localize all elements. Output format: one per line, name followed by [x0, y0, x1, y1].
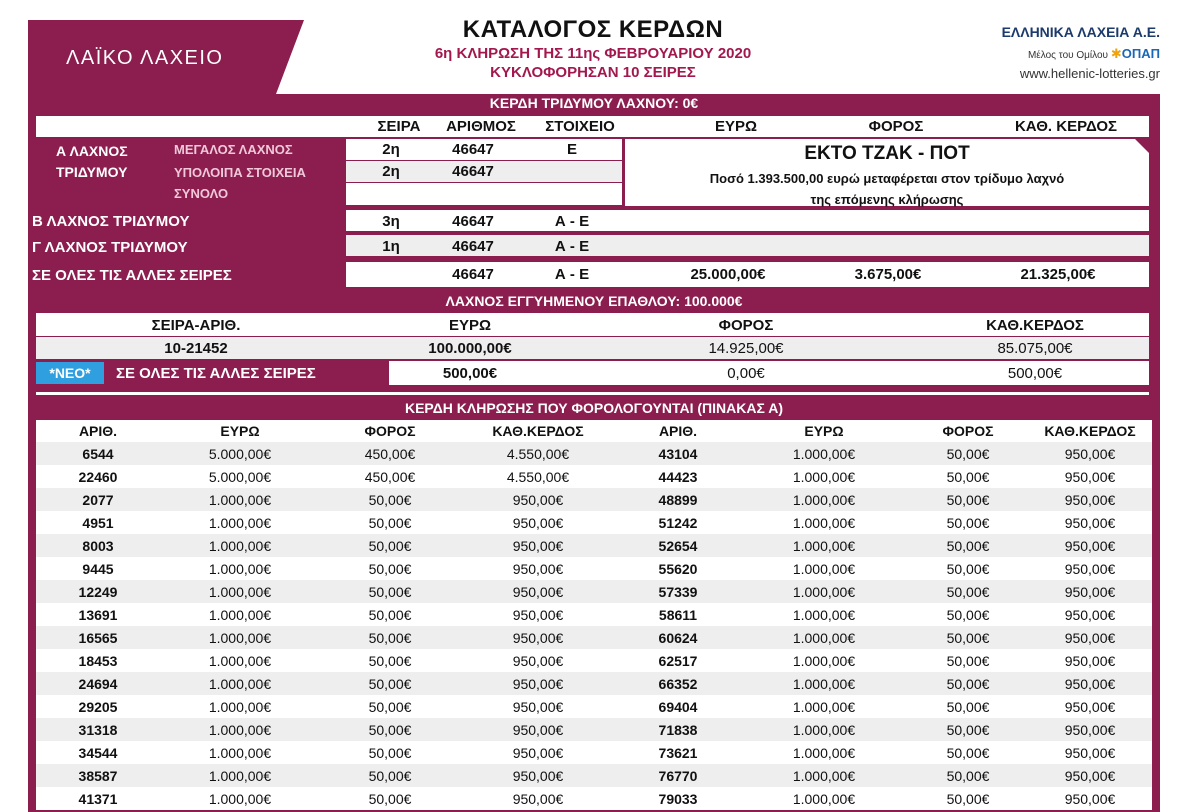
- table-cell: 50,00€: [368, 744, 412, 761]
- title-block: [358, 16, 828, 81]
- taxed-col-header: ΦΟΡΟΣ: [942, 423, 994, 439]
- table-cell: 50,00€: [946, 583, 990, 600]
- table-cell: 50,00€: [368, 491, 412, 508]
- table-cell: 57339: [658, 583, 698, 600]
- table-cell: 50,00€: [946, 767, 990, 784]
- table-cell: 950,00€: [1064, 675, 1116, 692]
- section-divider: [36, 392, 1149, 395]
- organization-block: [1002, 24, 1160, 81]
- a-prize-label-1: Α ΛΑΧΝΟΣ: [56, 143, 128, 159]
- table-cell: 1.000,00€: [208, 629, 272, 646]
- b-prize-number: 46647: [452, 213, 494, 230]
- table-cell: 50,00€: [368, 583, 412, 600]
- table-cell: 50,00€: [946, 629, 990, 646]
- table-cell: 1.000,00€: [792, 652, 856, 669]
- table-cell: 1.000,00€: [792, 537, 856, 554]
- taxed-table-header: [36, 420, 1152, 442]
- table-cell: 950,00€: [512, 606, 564, 623]
- table-cell: 950,00€: [1064, 790, 1116, 807]
- all-series-euro: 25.000,00€: [690, 266, 766, 283]
- table-cell: 50,00€: [368, 652, 412, 669]
- table-cell: 58611: [658, 606, 698, 623]
- opap-logo-text: ΟΠΑΠ: [1121, 46, 1160, 61]
- table-cell: 73621: [658, 744, 698, 761]
- triple-header-row: [36, 116, 1149, 137]
- guaranteed-col-seira: ΣΕΙΡΑ-ΑΡΙΘ.: [151, 317, 241, 334]
- table-cell: 24694: [78, 675, 118, 692]
- table-cell: 50,00€: [368, 560, 412, 577]
- table-cell: 950,00€: [1064, 606, 1116, 623]
- guaranteed-foros: 14.925,00€: [708, 340, 784, 357]
- table-cell: 8003: [82, 537, 114, 554]
- taxed-col-header: ΚΑΘ.ΚΕΡΔΟΣ: [492, 423, 584, 439]
- org-website-link[interactable]: www.hellenic-lotteries.gr: [1019, 66, 1160, 81]
- table-cell: 50,00€: [368, 721, 412, 738]
- table-cell: 1.000,00€: [792, 491, 856, 508]
- table-cell: 50,00€: [946, 445, 990, 462]
- table-cell: 12249: [78, 583, 118, 600]
- rest-elements-seira: 2η: [382, 163, 400, 180]
- table-cell: 1.000,00€: [208, 675, 272, 692]
- rest-elements-number: 46647: [452, 163, 494, 180]
- guaranteed-header-row: [36, 313, 1149, 336]
- guaranteed-seira: 10-21452: [164, 340, 228, 357]
- table-row: [36, 672, 1152, 695]
- table-row: [36, 465, 1152, 488]
- table-cell: 1.000,00€: [208, 491, 272, 508]
- table-cell: 1.000,00€: [208, 698, 272, 715]
- table-cell: 9445: [82, 560, 114, 577]
- table-cell: 43104: [658, 445, 698, 462]
- org-member-line: [1002, 46, 1160, 62]
- table-cell: 50,00€: [946, 675, 990, 692]
- table-cell: 1.000,00€: [792, 767, 856, 784]
- big-prize-row: [346, 139, 622, 160]
- table-cell: 950,00€: [512, 537, 564, 554]
- jackpot-text-line-1: Ποσό 1.393.500,00 ευρώ μεταφέρεται στον τρίδυμο λαχνό: [709, 171, 1065, 186]
- table-cell: 50,00€: [368, 537, 412, 554]
- series-subtitle: ΚΥΚΛΟΦΟΡΗΣΑΝ 10 ΣΕΙΡΕΣ: [490, 64, 696, 81]
- table-cell: 1.000,00€: [208, 790, 272, 807]
- all-series-kath: 21.325,00€: [1020, 266, 1096, 283]
- table-cell: 50,00€: [946, 698, 990, 715]
- g-prize-seira: 1η: [382, 238, 400, 255]
- jackpot-title: ΕΚΤΟ ΤΖΑΚ - ΠΟΤ: [804, 143, 970, 164]
- total-label: ΣΥΝΟΛΟ: [174, 186, 229, 201]
- table-cell: 1.000,00€: [792, 698, 856, 715]
- col-header-seira: ΣΕΙΡΑ: [377, 118, 421, 135]
- table-cell: 950,00€: [512, 721, 564, 738]
- g-prize-label: Γ ΛΑΧΝΟΣ ΤΡΙΔΥΜΟΥ: [32, 239, 188, 256]
- big-prize-label: ΜΕΓΑΛΟΣ ΛΑΧΝΟΣ: [174, 142, 293, 157]
- table-cell: 5.000,00€: [208, 445, 272, 462]
- table-row: [36, 603, 1152, 626]
- table-cell: 50,00€: [368, 675, 412, 692]
- big-prize-element: Ε: [566, 141, 577, 158]
- all-series-label: ΣΕ ΟΛΕΣ ΤΙΣ ΑΛΛΕΣ ΣΕΙΡΕΣ: [32, 267, 232, 284]
- table-cell: 50,00€: [946, 514, 990, 531]
- table-row: [36, 626, 1152, 649]
- table-cell: 18453: [78, 652, 118, 669]
- triple-band-title: ΚΕΡΔΗ ΤΡΙΔΥΜΟΥ ΛΑΧΝΟΥ: 0€: [489, 95, 699, 111]
- draw-subtitle: 6η ΚΛΗΡΩΣΗ ΤΗΣ 11ης ΦΕΒΡΟΥΑΡΙΟΥ 2020: [434, 45, 752, 62]
- col-header-euro: ΕΥΡΩ: [714, 118, 758, 135]
- brand-banner: [28, 20, 276, 94]
- table-cell: 950,00€: [1064, 721, 1116, 738]
- table-cell: 950,00€: [512, 767, 564, 784]
- table-cell: 950,00€: [1064, 491, 1116, 508]
- taxed-col-header: ΑΡΙΘ.: [658, 423, 698, 439]
- table-cell: 50,00€: [368, 606, 412, 623]
- table-cell: 50,00€: [368, 514, 412, 531]
- table-cell: 950,00€: [512, 652, 564, 669]
- guaranteed-all-foros: 0,00€: [727, 365, 765, 382]
- col-header-stoixeio: ΣΤΟΙΧΕΙΟ: [545, 118, 615, 135]
- guaranteed-all-series-label: ΣΕ ΟΛΕΣ ΤΙΣ ΑΛΛΕΣ ΣΕΙΡΕΣ: [116, 365, 316, 382]
- table-row: [36, 534, 1152, 557]
- new-badge: *ΝΕΟ*: [36, 362, 104, 384]
- jackpot-box: [625, 139, 1149, 206]
- table-cell: 48899: [658, 491, 698, 508]
- org-member-text: Μέλος του Ομίλου: [1027, 50, 1109, 61]
- table-cell: 950,00€: [512, 629, 564, 646]
- table-row: [36, 718, 1152, 741]
- table-cell: 950,00€: [1064, 560, 1116, 577]
- table-cell: 55620: [658, 560, 698, 577]
- table-cell: 22460: [78, 468, 118, 485]
- org-name: ΕΛΛΗΝΙΚΑ ΛΑΧΕΙΑ Α.Ε.: [1001, 24, 1160, 40]
- table-cell: 1.000,00€: [792, 744, 856, 761]
- table-cell: 31318: [78, 721, 118, 738]
- table-cell: 6544: [82, 445, 114, 462]
- page-title: ΚΑΤΑΛΟΓΟΣ ΚΕΡΔΩΝ: [462, 16, 724, 43]
- taxed-winners-table: [36, 420, 1152, 810]
- taxed-col-header: ΕΥΡΩ: [220, 423, 260, 439]
- brand-logo-text: ΛΑΪΚΟ ΛΑΧΕΙΟ: [66, 47, 224, 69]
- table-cell: 950,00€: [512, 514, 564, 531]
- table-cell: 450,00€: [364, 468, 416, 485]
- table-cell: 1.000,00€: [208, 767, 272, 784]
- table-cell: 13691: [78, 606, 118, 623]
- table-cell: 50,00€: [368, 790, 412, 807]
- table-cell: 950,00€: [512, 491, 564, 508]
- all-series-row: [346, 262, 1149, 287]
- table-row: [36, 764, 1152, 787]
- table-row: [36, 488, 1152, 511]
- table-cell: 50,00€: [368, 629, 412, 646]
- guaranteed-all-kath: 500,00€: [1007, 365, 1063, 382]
- table-cell: 41371: [78, 790, 118, 807]
- table-cell: 1.000,00€: [792, 514, 856, 531]
- table-cell: 50,00€: [946, 468, 990, 485]
- table-cell: 50,00€: [946, 721, 990, 738]
- table-cell: 79033: [658, 790, 698, 807]
- table-row: [36, 695, 1152, 718]
- total-row: [346, 183, 622, 205]
- guaranteed-col-foros: ΦΟΡΟΣ: [718, 317, 774, 334]
- table-cell: 1.000,00€: [792, 583, 856, 600]
- b-prize-element: Α - Ε: [554, 213, 590, 230]
- table-cell: 1.000,00€: [208, 606, 272, 623]
- page-header: [28, 16, 1160, 94]
- table-cell: 50,00€: [368, 767, 412, 784]
- rest-elements-label: ΥΠΟΛΟΙΠΑ ΣΤΟΙΧΕΙΑ: [174, 165, 306, 180]
- table-cell: 1.000,00€: [792, 445, 856, 462]
- table-cell: 1.000,00€: [208, 537, 272, 554]
- g-prize-row: [346, 235, 1149, 256]
- table-cell: 1.000,00€: [208, 583, 272, 600]
- table-cell: 4.550,00€: [506, 468, 570, 485]
- table-cell: 50,00€: [946, 560, 990, 577]
- table-cell: 1.000,00€: [792, 560, 856, 577]
- b-prize-row: [346, 210, 1149, 231]
- table-cell: 66352: [658, 675, 698, 692]
- table-cell: 62517: [658, 652, 698, 669]
- table-cell: 450,00€: [364, 445, 416, 462]
- table-cell: 34544: [78, 744, 118, 761]
- guaranteed-col-euro: ΕΥΡΩ: [448, 317, 492, 334]
- table-row: [36, 442, 1152, 465]
- table-cell: 1.000,00€: [208, 744, 272, 761]
- b-prize-label: Β ΛΑΧΝΟΣ ΤΡΙΔΥΜΟΥ: [32, 213, 190, 230]
- table-cell: 950,00€: [1064, 514, 1116, 531]
- table-cell: 50,00€: [946, 790, 990, 807]
- table-cell: 950,00€: [1064, 629, 1116, 646]
- table-cell: 44423: [658, 468, 698, 485]
- g-prize-number: 46647: [452, 238, 494, 255]
- table-cell: 4.550,00€: [506, 445, 570, 462]
- taxed-col-header: ΚΑΘ.ΚΕΡΔΟΣ: [1044, 423, 1136, 439]
- table-cell: 2077: [82, 491, 114, 508]
- guaranteed-euro: 100.000,00€: [428, 340, 512, 357]
- guaranteed-all-euro: 500,00€: [442, 365, 498, 382]
- jackpot-text-line-2: της επόμενης κλήρωσης: [810, 192, 964, 207]
- table-cell: 950,00€: [1064, 652, 1116, 669]
- table-row: [36, 511, 1152, 534]
- table-cell: 5.000,00€: [208, 468, 272, 485]
- table-row: [36, 557, 1152, 580]
- table-cell: 950,00€: [1064, 767, 1116, 784]
- table-row: [36, 580, 1152, 603]
- table-cell: 1.000,00€: [208, 514, 272, 531]
- table-cell: 950,00€: [512, 675, 564, 692]
- all-series-number: 46647: [452, 266, 494, 283]
- guaranteed-winner-row: [36, 337, 1149, 359]
- table-cell: 1.000,00€: [792, 629, 856, 646]
- table-cell: 1.000,00€: [208, 721, 272, 738]
- guaranteed-all-series-row: [389, 361, 1149, 385]
- table-cell: 1.000,00€: [792, 790, 856, 807]
- a-prize-label-2: ΤΡΙΔΥΜΟΥ: [56, 164, 128, 180]
- table-cell: 52654: [658, 537, 698, 554]
- guaranteed-kath: 85.075,00€: [997, 340, 1073, 357]
- table-cell: 50,00€: [368, 698, 412, 715]
- table-cell: 950,00€: [1064, 583, 1116, 600]
- table-row: [36, 649, 1152, 672]
- table-cell: 1.000,00€: [208, 560, 272, 577]
- table-cell: 950,00€: [1064, 744, 1116, 761]
- col-header-arithmos: ΑΡΙΘΜΟΣ: [446, 118, 516, 135]
- table-cell: 950,00€: [512, 560, 564, 577]
- jackpot-text: [625, 168, 1149, 210]
- b-prize-seira: 3η: [382, 213, 400, 230]
- table-cell: 50,00€: [946, 652, 990, 669]
- taxed-band-title: ΚΕΡΔΗ ΚΛΗΡΩΣΗΣ ΠΟΥ ΦΟΡΟΛΟΓΟΥΝΤΑΙ (ΠΙΝΑΚΑΣ Α): [404, 400, 784, 416]
- all-series-foros: 3.675,00€: [854, 266, 922, 283]
- opap-star-icon: ✱: [1110, 46, 1122, 61]
- table-cell: 29205: [78, 698, 118, 715]
- col-header-foros: ΦΟΡΟΣ: [868, 118, 924, 135]
- table-cell: 50,00€: [946, 537, 990, 554]
- table-cell: 4951: [82, 514, 114, 531]
- table-cell: 950,00€: [1064, 537, 1116, 554]
- all-series-element: Α - Ε: [554, 266, 590, 283]
- big-prize-seira: 2η: [382, 141, 400, 158]
- big-prize-number: 46647: [452, 141, 494, 158]
- table-cell: 950,00€: [1064, 468, 1116, 485]
- table-cell: 950,00€: [1064, 445, 1116, 462]
- table-cell: 1.000,00€: [792, 468, 856, 485]
- table-cell: 1.000,00€: [792, 721, 856, 738]
- table-cell: 38587: [78, 767, 118, 784]
- table-cell: 60624: [658, 629, 698, 646]
- table-row: [36, 741, 1152, 764]
- table-cell: 69404: [658, 698, 698, 715]
- results-panel: [28, 94, 1160, 812]
- g-prize-element: Α - Ε: [554, 238, 590, 255]
- table-cell: 1.000,00€: [792, 606, 856, 623]
- table-row: [36, 787, 1152, 810]
- guaranteed-col-kath: ΚΑΘ.ΚΕΡΔΟΣ: [986, 317, 1084, 334]
- table-cell: 1.000,00€: [792, 675, 856, 692]
- table-cell: 50,00€: [946, 606, 990, 623]
- table-cell: 50,00€: [946, 744, 990, 761]
- table-cell: 71838: [658, 721, 698, 738]
- col-header-kath: ΚΑΘ. ΚΕΡΔΟΣ: [1014, 118, 1118, 135]
- table-cell: 16565: [78, 629, 118, 646]
- table-cell: 950,00€: [512, 790, 564, 807]
- table-cell: 950,00€: [512, 744, 564, 761]
- guaranteed-band-title: ΛΑΧΝΟΣ ΕΓΓΥΗΜΕΝΟΥ ΕΠΑΘΛΟΥ: 100.000€: [445, 293, 743, 309]
- table-cell: 950,00€: [1064, 698, 1116, 715]
- table-cell: 950,00€: [512, 583, 564, 600]
- table-cell: 1.000,00€: [208, 652, 272, 669]
- taxed-col-header: ΦΟΡΟΣ: [364, 423, 416, 439]
- table-cell: 950,00€: [512, 698, 564, 715]
- table-cell: 51242: [658, 514, 698, 531]
- table-cell: 50,00€: [946, 491, 990, 508]
- taxed-col-header: ΕΥΡΩ: [804, 423, 844, 439]
- taxed-col-header: ΑΡΙΘ.: [78, 423, 118, 439]
- rest-elements-row: [346, 161, 622, 182]
- table-cell: 76770: [658, 767, 698, 784]
